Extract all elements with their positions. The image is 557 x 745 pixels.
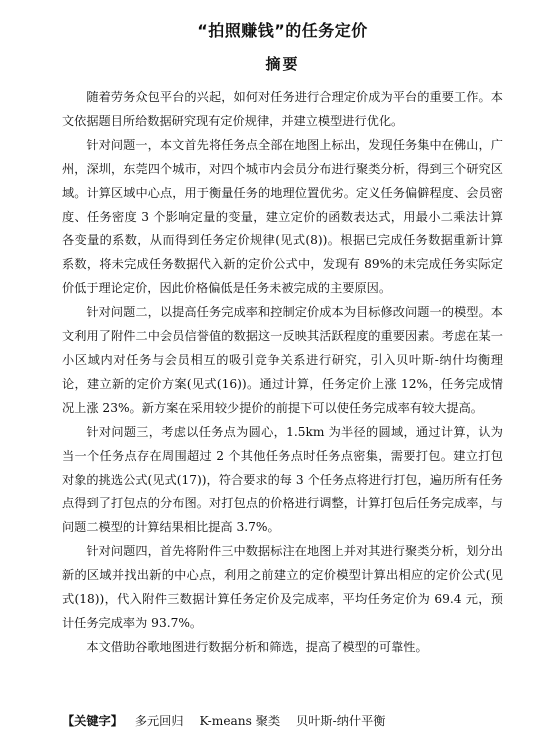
keywords-label: 【关键字】: [62, 714, 123, 728]
abstract-paragraph-problem-2: 针对问题二，以提高任务完成率和控制定价成本为目标修改问题一的模型。本文利用了附件二中会员信誉值的数据这一反映其活跃程度的重要因素。考虑在某一小区域内对任务与会员相互的吸引竞争关系进行研究，引入贝叶斯-纳什均衡理论，建立新的定价方案(见式(16))。通过计算，任务定价上涨 12%，任务完成情况上涨 23%。新方案在采用较少提价的前提下可以使任务完成率有较大提高。: [62, 305, 503, 415]
abstract-paragraph-problem-4: 针对问题四，首先将附件三中数据标注在地图上并对其进行聚类分析，划分出新的区域并找出新的中心点，利用之前建立的定价模型计算出相应的定价公式(见式(18))，代入附件三数据计算任务定价及完成率，平均任务定价为 69.4 元，预计任务完成率为 93.7%。: [62, 544, 503, 630]
abstract-heading: 摘要: [265, 55, 300, 73]
abstract-paragraph-conclusion: 本文借助谷歌地图进行数据分析和筛选，提高了模型的可靠性。: [86, 639, 428, 654]
keyword-item: 贝叶斯-纳什平衡: [296, 714, 386, 728]
abstract-paragraph-problem-3: 针对问题三，考虑以任务点为圆心，1.5km 为半径的圆域，通过计算，认为当一个任务点存在周围超过 2 个其他任务点时任务点密集，需要打包。建立打包对象的挑选公式(见式(17))，符合要求的每 3 个任务点将进行打包，遍历所有任务点得到了打包点的分布图。对打包点的价格进行调整，计算打包后任务完成率，与问题二模型的计算结果相比提高 3.7%。: [62, 424, 503, 535]
keywords-line: [62, 712, 397, 730]
paper-title: “拍照赚钱”的任务定价: [197, 21, 368, 40]
abstract-paragraph-problem-1: 针对问题一，本文首先将任务点全部在地图上标出，发现任务集中在佛山，广州，深圳，东莞四个城市，对四个城市内会员分布进行聚类分析，得到三个研究区域。计算区域中心点，用于衡量任务的地理位置优劣。定义任务偏僻程度、会员密度、任务密度 3 个影响定量的变量，建立定价的函数表达式，用最小二乘法计算各变量的系数，从而得到任务定价规律(见式(8))。根据已完成任务数据重新计算系数，将未完成任务数据代入新的定价公式中，发现有 89%的未完成任务实际定价低于理论定价，因此价格偏低是任务未被完成的主要原因。: [62, 137, 503, 296]
abstract-body: [62, 86, 503, 660]
keyword-item: 多元回归: [134, 714, 184, 728]
keyword-item: K-means 聚类: [199, 714, 281, 728]
abstract-paragraph-intro: 随着劳务众包平台的兴起，如何对任务进行合理定价成为平台的重要工作。本文依据题目所给数据研究现有定价规律，并建立模型进行优化。: [62, 90, 503, 128]
